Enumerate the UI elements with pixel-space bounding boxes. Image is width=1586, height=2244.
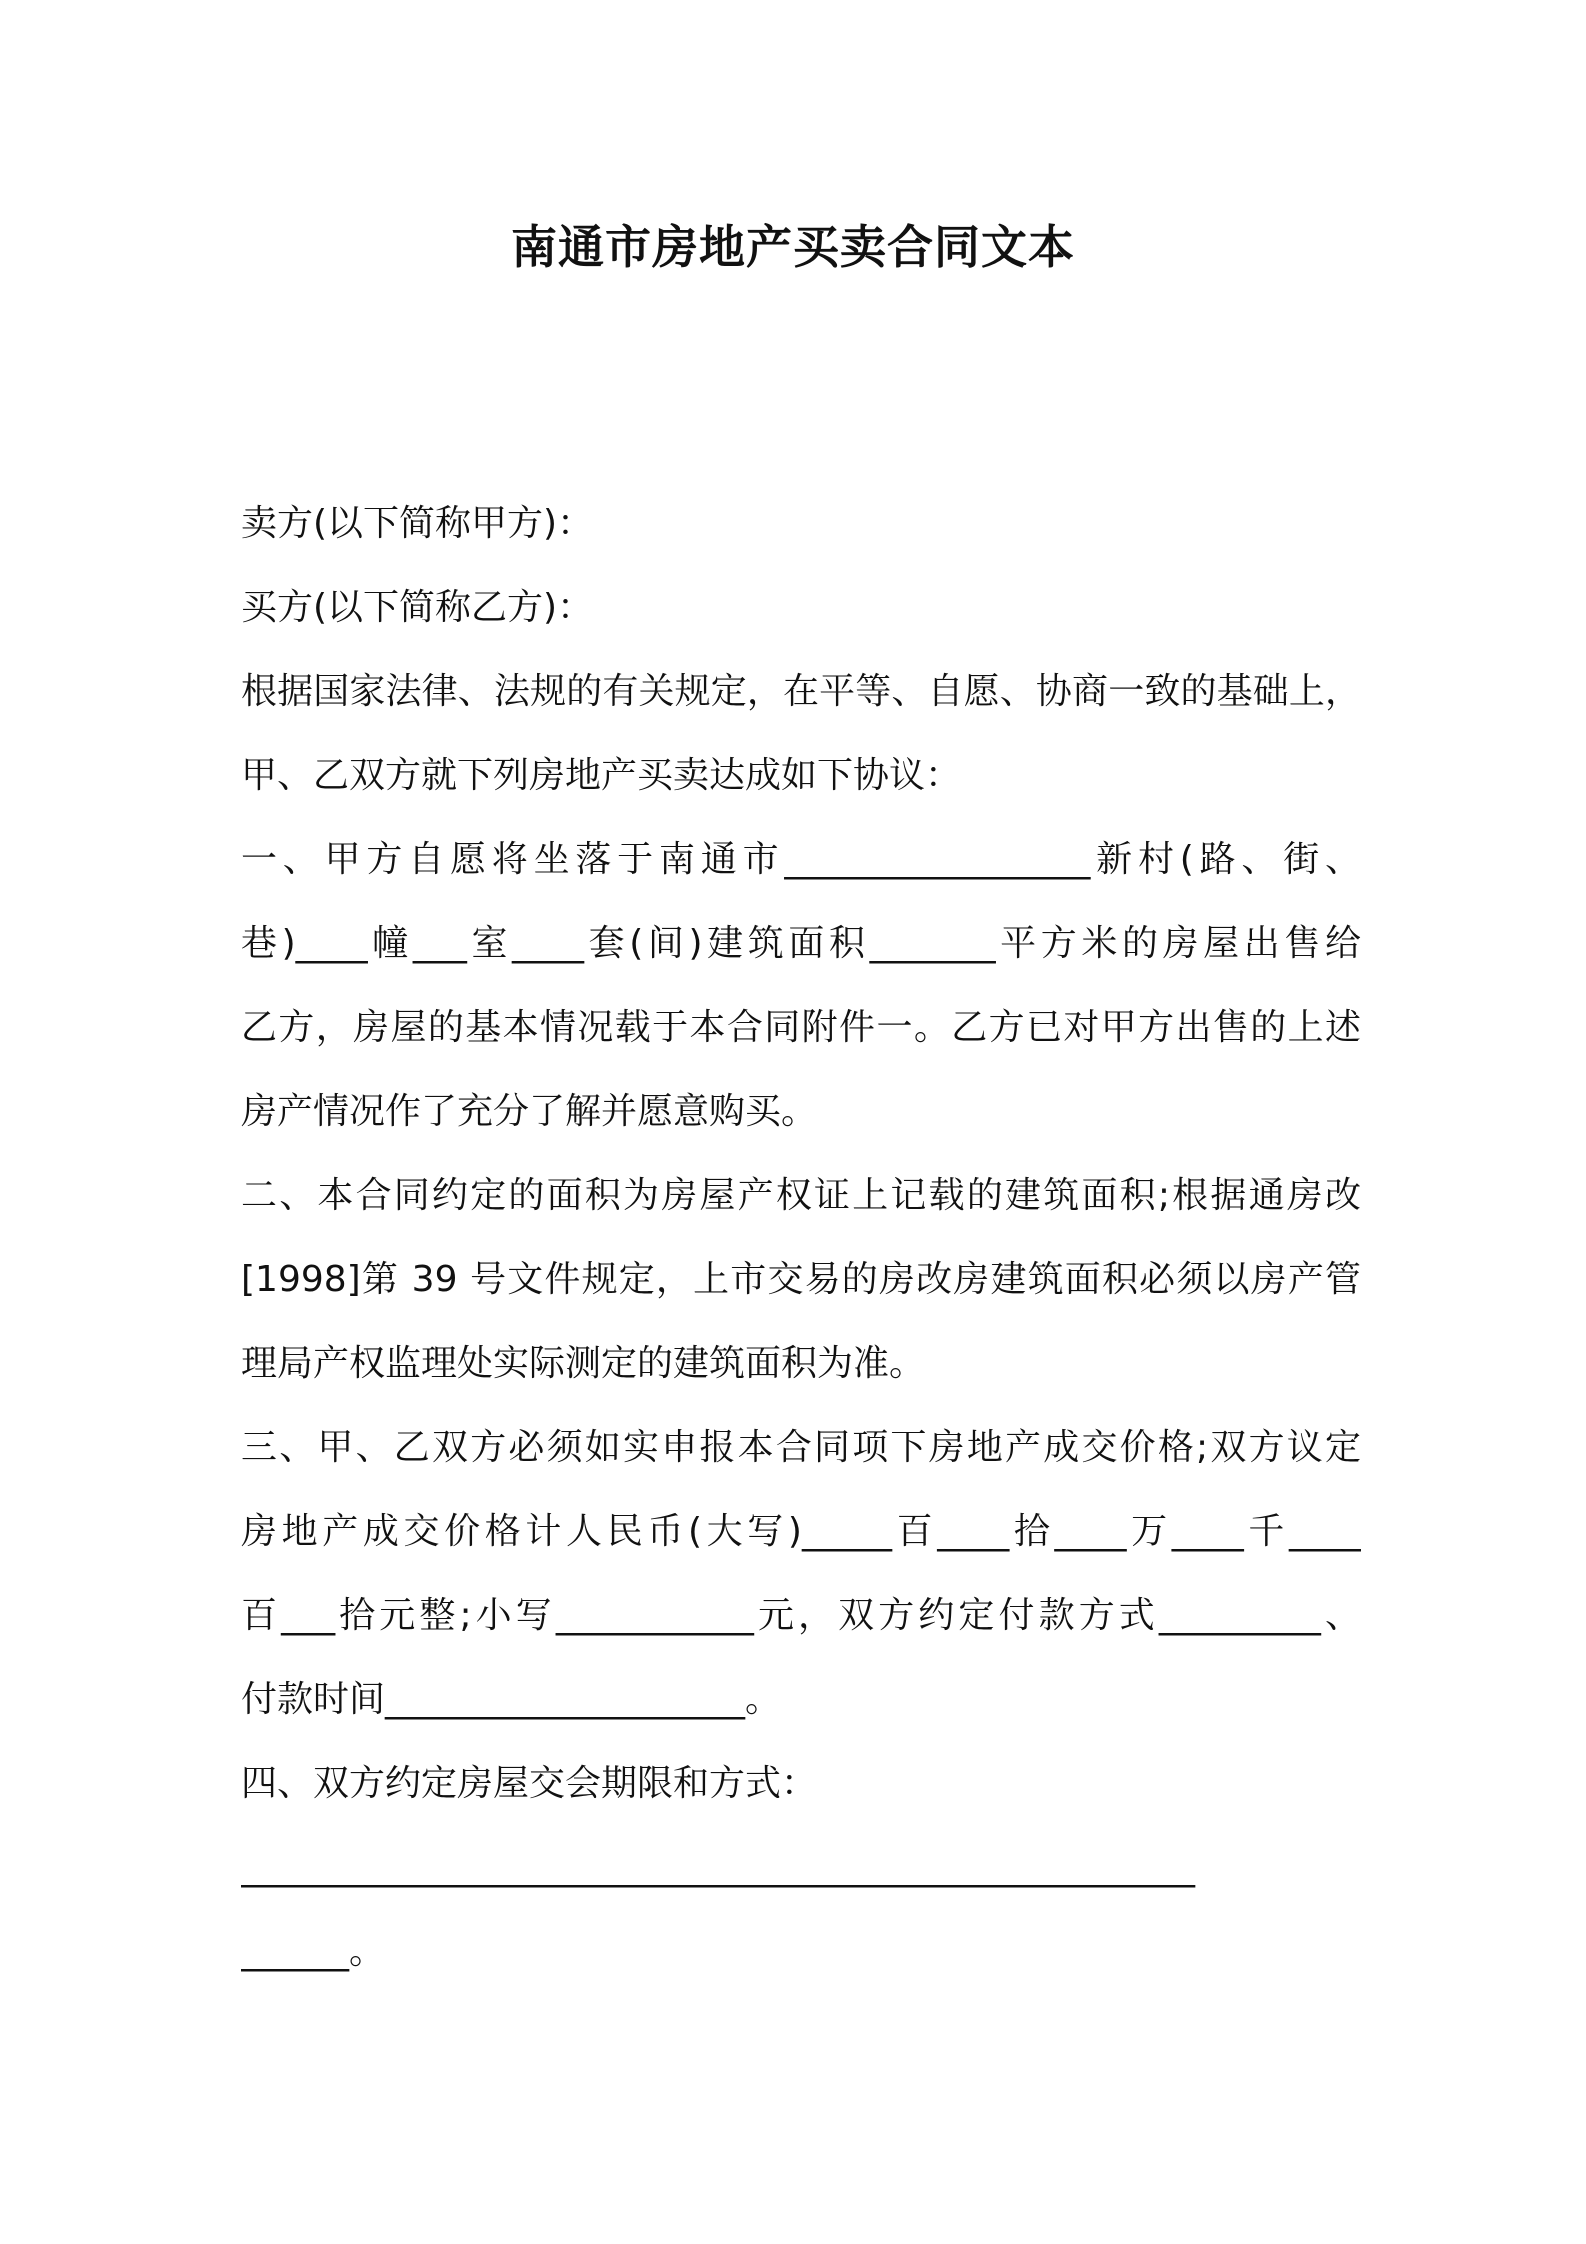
preamble-line-2: 甲、乙双方就下列房地产买卖达成如下协议： [241, 755, 962, 796]
clause-1-line-1: 一、甲方自愿将坐落于南通市_________________新村(路、街、 [241, 839, 1361, 880]
clause-2-line-1: 二、本合同约定的面积为房屋产权证上记载的建筑面积;根据通房改 [241, 1175, 1361, 1216]
clause-1-line-2: 巷)____幢___室____套(间)建筑面积_______平方米的房屋出售给 [241, 923, 1361, 964]
clause-3-line-3: 百___拾元整;小写___________元，双方约定付款方式_________、 [241, 1595, 1361, 1636]
clause-4-line-1: 四、双方约定房屋交会期限和方式： [241, 1763, 818, 1804]
preamble-line-1: 根据国家法律、法规的有关规定，在平等、自愿、协商一致的基础上， [241, 671, 1361, 712]
buyer-line: 买方(以下简称乙方)： [241, 587, 594, 628]
clause-1-line-3: 乙方，房屋的基本情况载于本合同附件一。乙方已对甲方出售的上述 [241, 1007, 1361, 1048]
clause-2-line-3: 理局产权监理处实际测定的建筑面积为准。 [241, 1343, 926, 1384]
clause-3-line-1: 三、甲、乙双方必须如实申报本合同项下房地产成交价格;双方议定 [241, 1427, 1361, 1468]
clause-1-line-4: 房产情况作了充分了解并愿意购买。 [241, 1091, 818, 1132]
clause-4-line-end: ______。 [241, 1931, 386, 1972]
clause-3-line-2: 房地产成交价格计人民币(大写)_____百____拾____万____千____ [241, 1511, 1361, 1552]
clause-2-line-2: [1998]第 39 号文件规定，上市交易的房改房建筑面积必须以房产管 [241, 1259, 1361, 1300]
seller-line: 卖方(以下简称甲方)： [241, 503, 594, 544]
document-title: 南通市房地产买卖合同文本 [511, 220, 1075, 274]
clause-3-line-4: 付款时间____________________。 [241, 1679, 782, 1720]
clause-4-blank-line: _____________________________________________________ [241, 1847, 1195, 1888]
